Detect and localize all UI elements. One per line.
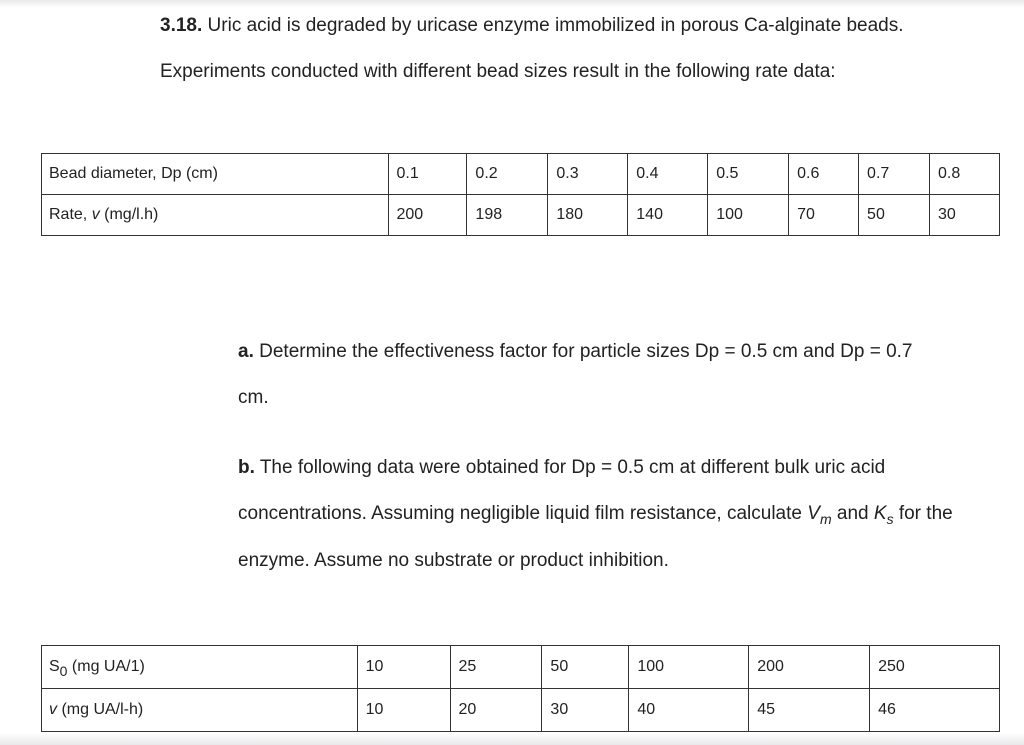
- table-cell: 50: [859, 195, 930, 236]
- table-cell: 50: [542, 646, 629, 689]
- table-row: [42, 646, 1000, 689]
- table-row: [42, 195, 1000, 236]
- ks-subscript: s: [886, 511, 894, 527]
- table-cell: 0.2: [467, 154, 548, 195]
- table-cell: 70: [789, 195, 859, 236]
- part-b-line3: enzyme. Assume no substrate or product inhibition.: [238, 550, 669, 571]
- table-cell: 10: [357, 689, 450, 732]
- table-cell: 0.7: [859, 154, 930, 195]
- part-b-text: concentrations. Assuming negligible liquid film resistance, calculate: [238, 503, 808, 524]
- table-cell: 250: [870, 646, 1000, 689]
- label-variable: v: [49, 701, 57, 718]
- table-row: [42, 154, 1000, 195]
- table-cell: 0.3: [548, 154, 628, 195]
- part-b-marker: b.: [238, 457, 255, 478]
- vm-symbol: V: [807, 503, 820, 524]
- problem-intro-text: Uric acid is degraded by uricase enzyme immobilized in porous Ca-alginate beads.: [202, 15, 904, 36]
- table-cell: 30: [929, 195, 999, 236]
- table-cell: 0.8: [929, 154, 999, 195]
- table-cell: 45: [749, 689, 870, 732]
- table-cell: 180: [548, 195, 628, 236]
- table-cell: 200: [749, 646, 870, 689]
- row-label-velocity: [42, 689, 358, 732]
- table-cell: 140: [628, 195, 708, 236]
- table-cell: 30: [542, 689, 629, 732]
- bottom-edge: [0, 733, 1024, 745]
- vm-subscript: m: [819, 511, 832, 527]
- row-label-rate: [42, 195, 389, 236]
- label-text: (mg UA/l-h): [57, 701, 144, 718]
- label-text: Rate,: [49, 206, 92, 223]
- label-text: (mg UA/1): [67, 658, 145, 675]
- table-cell: 20: [450, 689, 542, 732]
- table-cell: 46: [870, 689, 1000, 732]
- part-b-line1: [238, 456, 885, 480]
- table-cell: 200: [388, 195, 467, 236]
- part-a-text: Determine the effectiveness factor for particle sizes Dp = 0.5 cm and Dp = 0.7: [253, 341, 913, 362]
- table-cell: 198: [467, 195, 548, 236]
- row-label-substrate: [42, 646, 358, 689]
- part-a-line2: cm.: [238, 387, 269, 408]
- ks-symbol: K: [873, 503, 887, 524]
- label-variable: S: [49, 658, 60, 675]
- part-a-line1: [238, 340, 913, 364]
- table-cell: 0.5: [708, 154, 789, 195]
- part-b-text: and: [831, 503, 874, 524]
- table-cell: 100: [629, 646, 749, 689]
- table-cell: 0.1: [388, 154, 467, 195]
- problem-number: 3.18.: [160, 15, 203, 36]
- table-cell: 40: [629, 689, 749, 732]
- part-b-text: for the: [893, 503, 953, 524]
- label-variable: v: [91, 206, 100, 223]
- table-cell: 100: [708, 195, 789, 236]
- table-cell: 0.4: [628, 154, 708, 195]
- part-a-marker: a.: [238, 341, 254, 362]
- substrate-rate-table: [41, 645, 1000, 732]
- top-edge: [0, 0, 1024, 8]
- part-b-line2: [238, 502, 953, 526]
- table-cell: 0.6: [789, 154, 859, 195]
- table-cell: 25: [450, 646, 542, 689]
- label-text: (mg/l.h): [99, 206, 159, 223]
- table-row: [42, 689, 1000, 732]
- problem-statement-line2: Experiments conducted with different bead sizes result in the following rate data:: [160, 61, 836, 82]
- problem-statement-line1: [160, 14, 904, 38]
- part-b-text: The following data were obtained for Dp = 0.5 cm at different bulk uric acid: [254, 457, 886, 478]
- row-label-bead-diameter: Bead diameter, Dp (cm): [42, 154, 389, 195]
- label-subscript: 0: [59, 663, 68, 679]
- bead-rate-table: [41, 153, 1000, 236]
- table-cell: 10: [357, 646, 450, 689]
